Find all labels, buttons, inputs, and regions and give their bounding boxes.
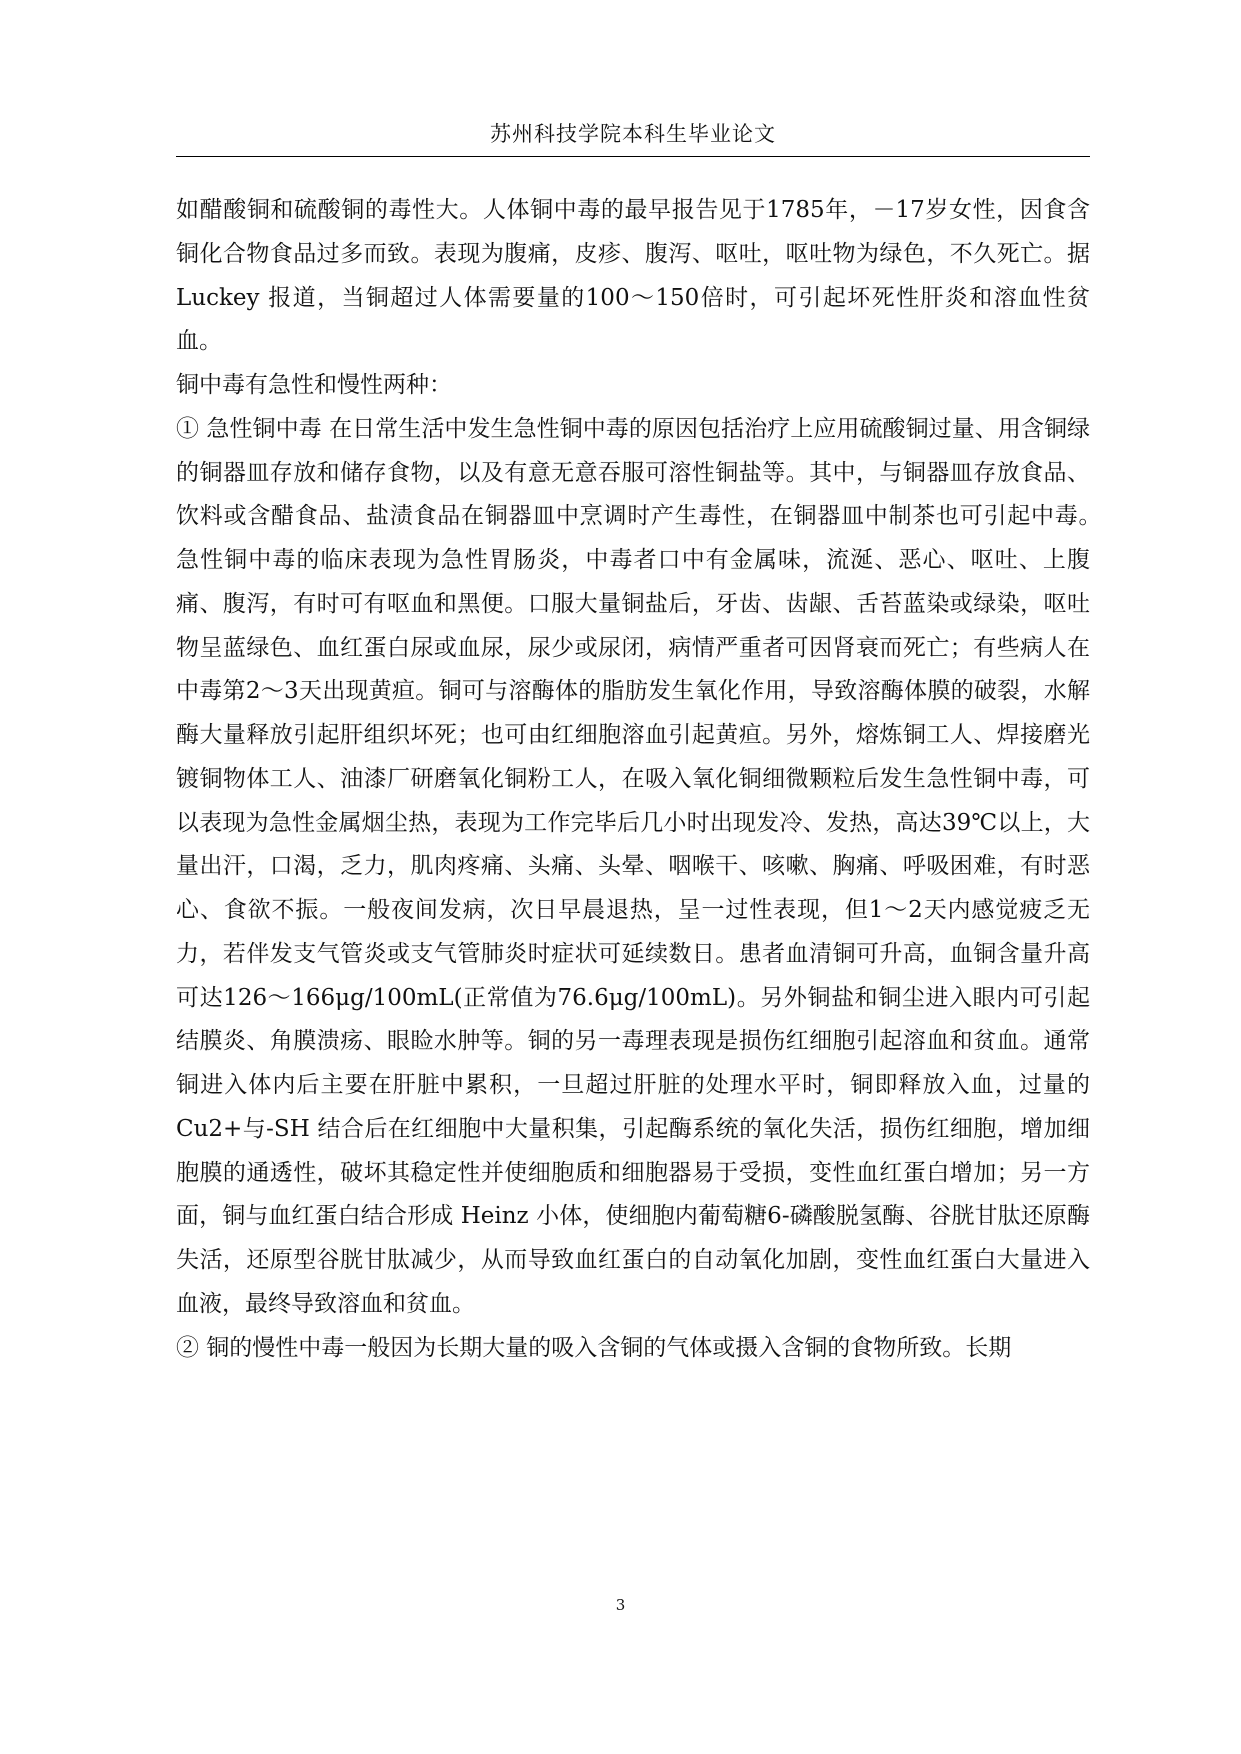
- header-title: 苏州科技学院本科生毕业论文: [490, 122, 776, 146]
- paragraph: 如醋酸铜和硫酸铜的毒性大。人体铜中毒的最早报告见于1785年，－17岁女性，因食含铜化合物食品过多而致。表现为腹痛，皮疹、腹泻、呕吐，呕吐物为绿色，不久死亡。据 Luckey 报道，当铜超过人体需要量的100～150倍时，可引起坏死性肝炎和溶血性贫血。: [176, 197, 1090, 355]
- paragraph: ② 铜的慢性中毒一般因为长期大量的吸入含铜的气体或摄入含铜的食物所致。长期: [176, 1334, 1012, 1361]
- body-text: [176, 189, 1136, 1370]
- paragraph: 铜中毒有急性和慢性两种：: [176, 372, 452, 398]
- page-header: [176, 112, 1090, 157]
- page-number: 3: [615, 1596, 626, 1614]
- paragraph: ① 急性铜中毒 在日常生活中发生急性铜中毒的原因包括治疗上应用硫酸铜过量、用含铜绿的铜器皿存放和储存食物，以及有意无意吞服可溶性铜盐等。其中，与铜器皿存放食品、饮料或含醋食品、盐渍食品在铜器皿中烹调时产生毒性，在铜器皿中制茶也可引起中毒。 急性铜中毒的临床表现为急性胃肠炎，中毒者口中有金属味，流涎、恶心、呕吐、上腹痛、腹泻，有时可有呕血和黑便。口服大量铜盐后，牙齿、齿龈、舌苔蓝染或绿染，呕吐物呈蓝绿色、血红蛋白尿或血尿，尿少或尿闭，病情严重者可因肾衰而死亡；有些病人在中毒第2～3天出现黄疸。铜可与溶酶体的脂肪发生氧化作用，导致溶酶体膜的破裂，水解酶大量释放引起肝组织坏死；也可由红细胞溶血引起黄疸。另外，熔炼铜工人、焊接磨光镀铜物体工人、油漆厂研磨氧化铜粉工人，在吸入氧化铜细微颗粒后发生急性铜中毒，可以表现为急性金属烟尘热，表现为工作完毕后几小时出现发冷、发热，高达39℃以上，大量出汗，口渴，乏力，肌肉疼痛、头痛、头晕、咽喉干、咳嗽、胸痛、呼吸困难，有时恶心、食欲不振。一般夜间发病，次日早晨退热，呈一过性表现，但1～2天内感觉疲乏无力，若伴发支气管炎或支气管肺炎时症状可延续数日。患者血清铜可升高，血铜含量升高可达126～166μg/100mL(正常值为76.6μg/100mL)。另外铜盐和铜尘进入眼内可引起结膜炎、角膜溃疡、眼睑水肿等。铜的另一毒理表现是损伤红细胞引起溶血和贫血。通常铜进入体内后主要在肝脏中累积，一旦超过肝脏的处理水平时，铜即释放入血，过量的 Cu2+与-SH 结合后在红细胞中大量积集，引起酶系统的氧化失活，损伤红细胞，增加细胞膜的通透性，破坏其稳定性并使细胞质和细胞器易于受损，变性血红蛋白增加；另一方面，铜与血红蛋白结合形成 Heinz 小体，使细胞内葡萄糖6-磷酸脱氢酶、谷胱甘肽还原酶失活，还原型谷胱甘肽减少，从而导致血红蛋白的自动氧化加剧，变性血红蛋白大量进入血液，最终导致溶血和贫血。: [176, 415, 1136, 1317]
